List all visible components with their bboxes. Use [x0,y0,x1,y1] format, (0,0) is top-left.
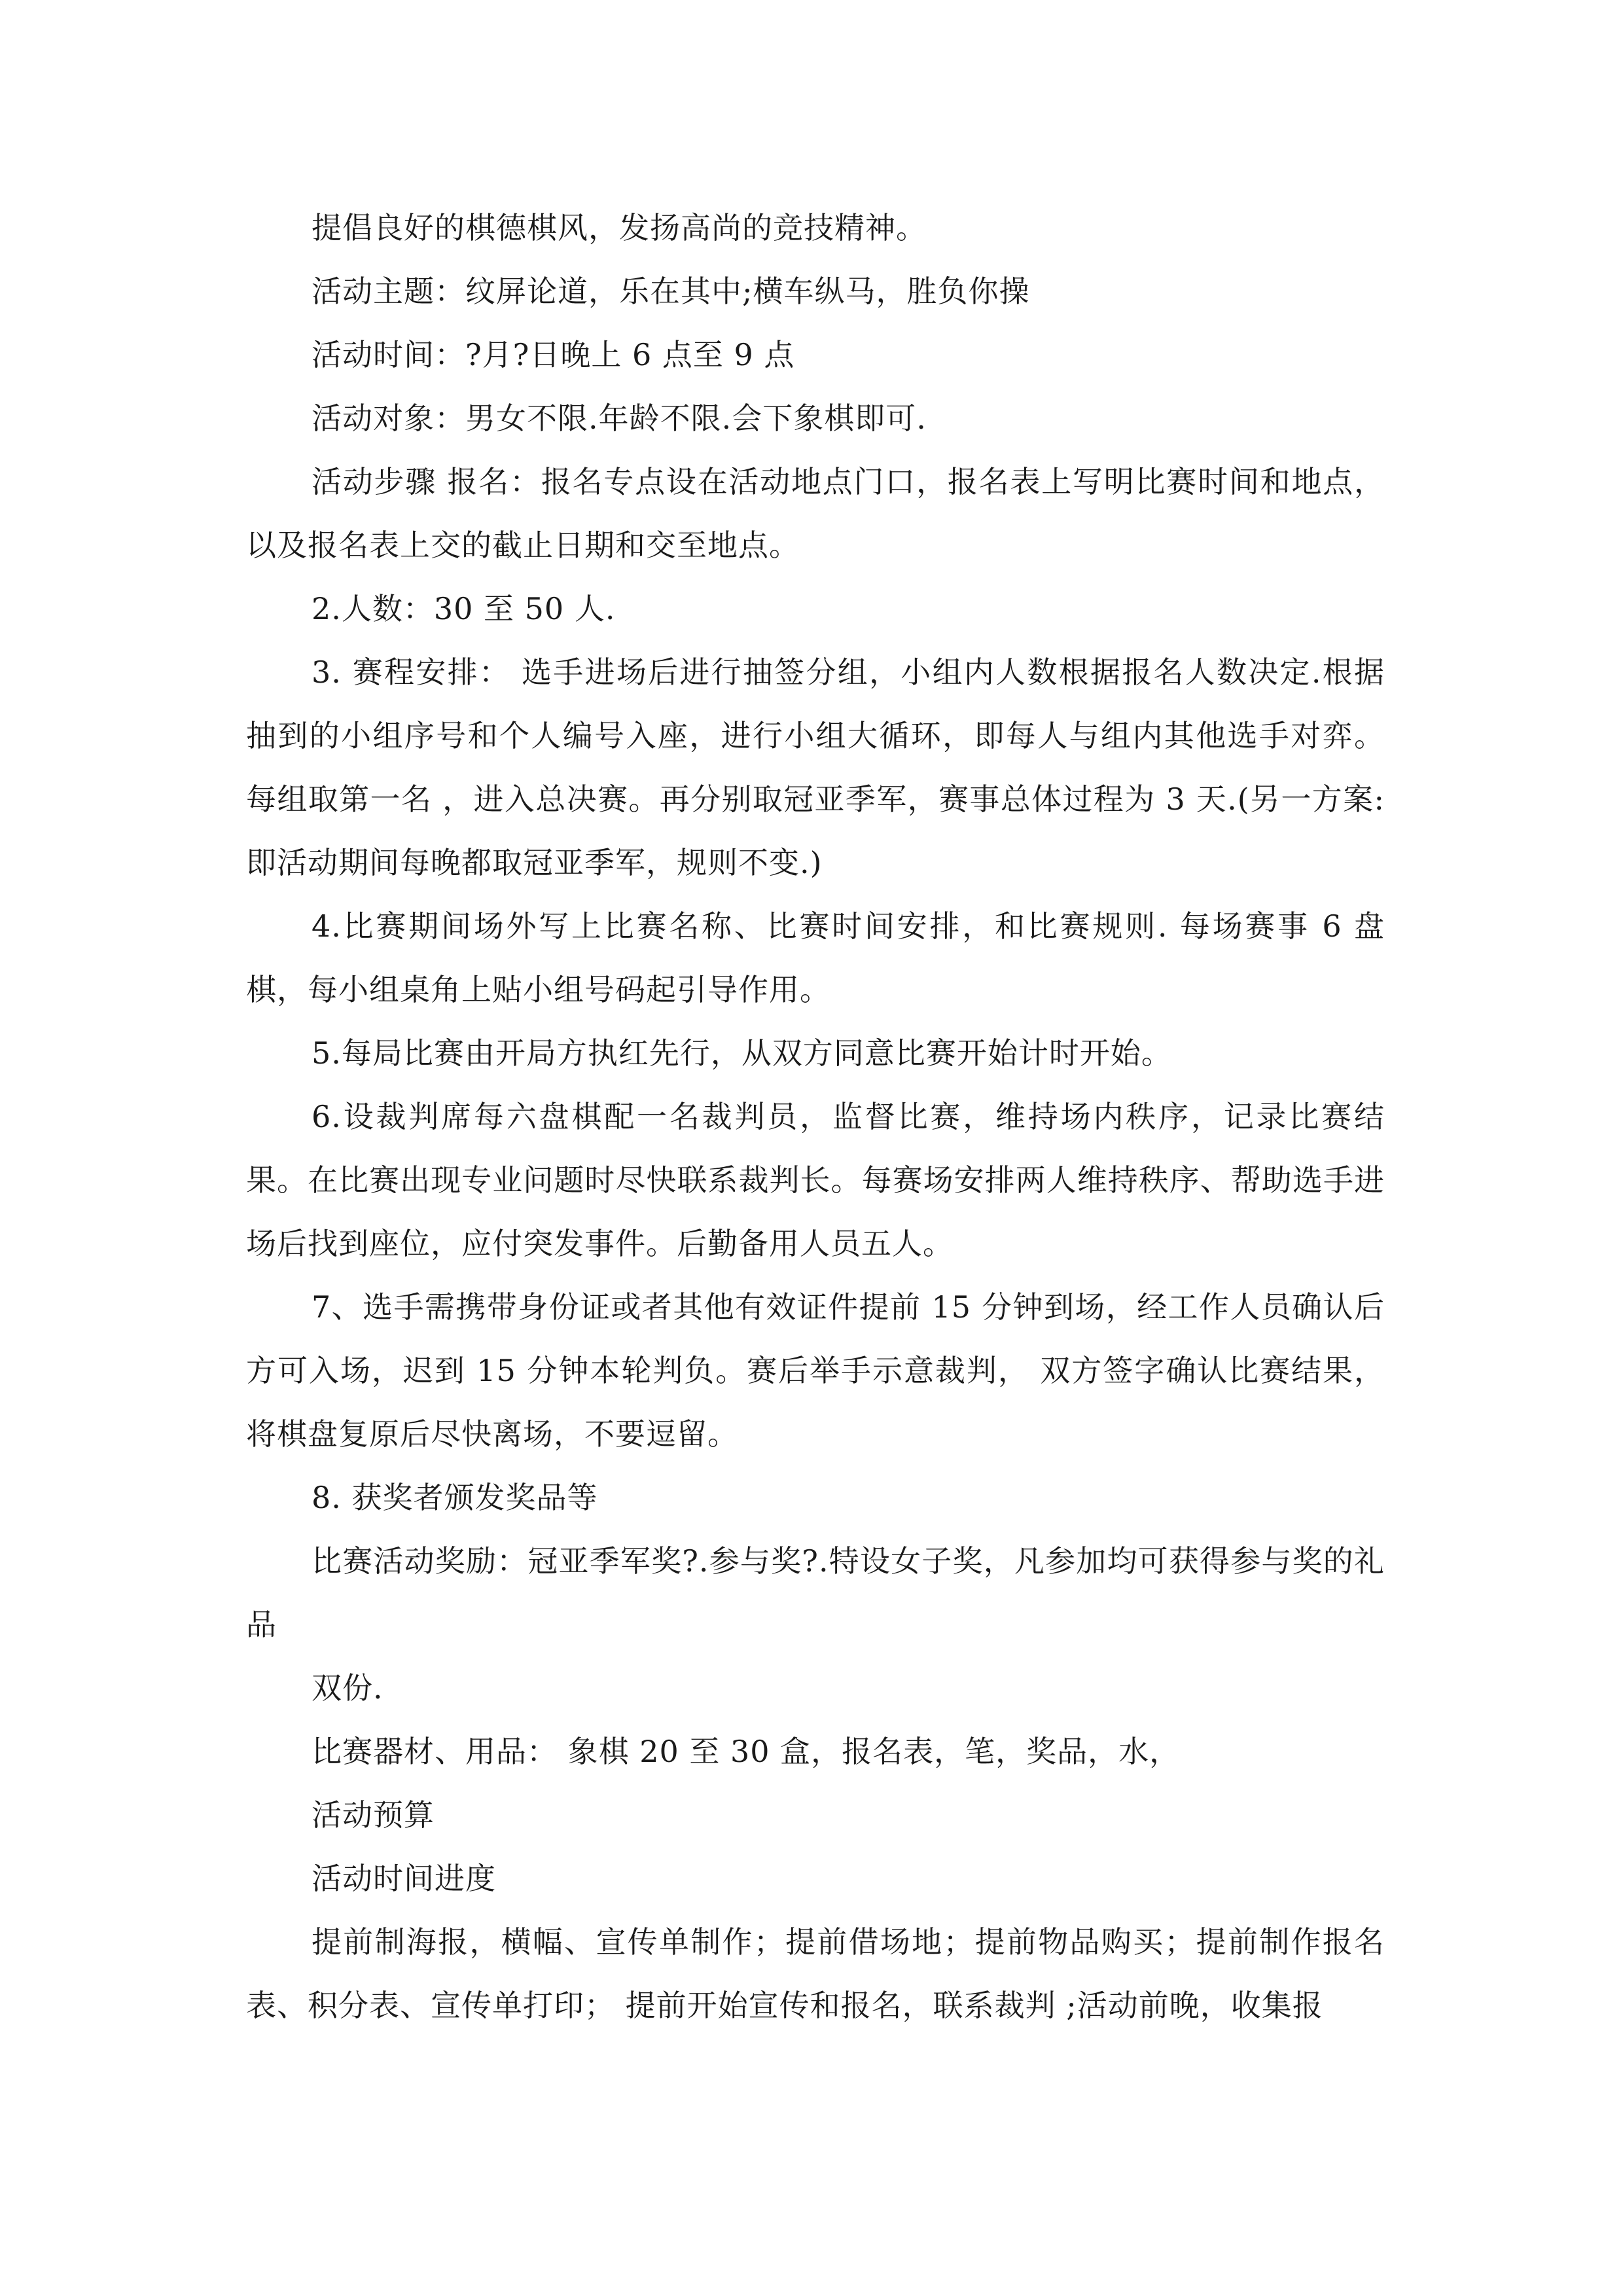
paragraph-referees: 6.设裁判席每六盘棋配一名裁判员，监督比赛，维持场内秩序，记录比赛结果。在比赛出现专业问题时尽快联系裁判长。每赛场安排两人维持秩序、帮助选手进场后找到座位，应付突发事件。后勤备用人员五人。 [246,1099,1385,1261]
paragraph-timeline: 提前制海报，横幅、宣传单制作；提前借场地；提前物品购买；提前制作报名表、积分表、宣传单打印； 提前开始宣传和报名，联系裁判 ;活动前晚，收集报 [246,1924,1385,2023]
paragraph-registration: 活动步骤 报名：报名专点设在活动地点门口，报名表上写明比赛时间和地点，以及报名表上交的截止日期和交至地点。 [246,464,1385,563]
paragraph-audience: 活动对象：男女不限.年龄不限.会下象棋即可. [312,401,927,436]
paragraph-awards-heading: 8. 获奖者颁发奖品等 [312,1480,598,1515]
paragraph-equipment: 比赛器材、用品： 象棋 20 至 30 盒，报名表，笔，奖品，水， [312,1734,1181,1769]
paragraph-game-start: 5.每局比赛由开局方执红先行，从双方同意比赛开始计时开始。 [312,1035,1172,1071]
paragraph-timeline-heading: 活动时间进度 [312,1861,496,1896]
paragraph-headcount: 2.人数：30 至 50 人. [312,591,616,626]
document-body [246,196,1385,2037]
paragraph-player-rules: 7、选手需携带身份证或者其他有效证件提前 15 分钟到场，经工作人员确认后方可入场，迟到 15 分钟本轮判负。赛后举手示意裁判， 双方签字确认比赛结果，将棋盘复原后尽快离场，不要逗留。 [246,1289,1385,1452]
paragraph-time: 活动时间：?月?日晚上 6 点至 9 点 [312,337,795,372]
paragraph-budget: 活动预算 [312,1797,435,1833]
paragraph-purpose: 提倡良好的棋德棋风，发扬高尚的竞技精神。 [312,210,927,245]
paragraph-theme: 活动主题：纹屏论道，乐在其中;横车纵马，胜负你操 [312,274,1030,309]
paragraph-schedule: 3. 赛程安排： 选手进场后进行抽签分组，小组内人数根据报名人数决定.根据抽到的小组序号和个人编号入座，进行小组大循环，即每人与组内其他选手对弈。 每组取第一名 ，进入总决赛。再分别取冠亚季军，赛事总体过程为 3 天.(另一方案:即活动期间每晚都取冠亚季军，规则不变.) [246,655,1385,880]
paragraph-awards: 比赛活动奖励：冠亚季军奖?.参与奖?.特设女子奖，凡参加均可获得参与奖的礼品 [246,1543,1385,1642]
paragraph-double-share: 双份. [312,1670,383,1706]
paragraph-venue-signage: 4.比赛期间场外写上比赛名称、比赛时间安排，和比赛规则. 每场赛事 6 盘棋，每小组桌角上贴小组号码起引导作用。 [246,908,1385,1007]
